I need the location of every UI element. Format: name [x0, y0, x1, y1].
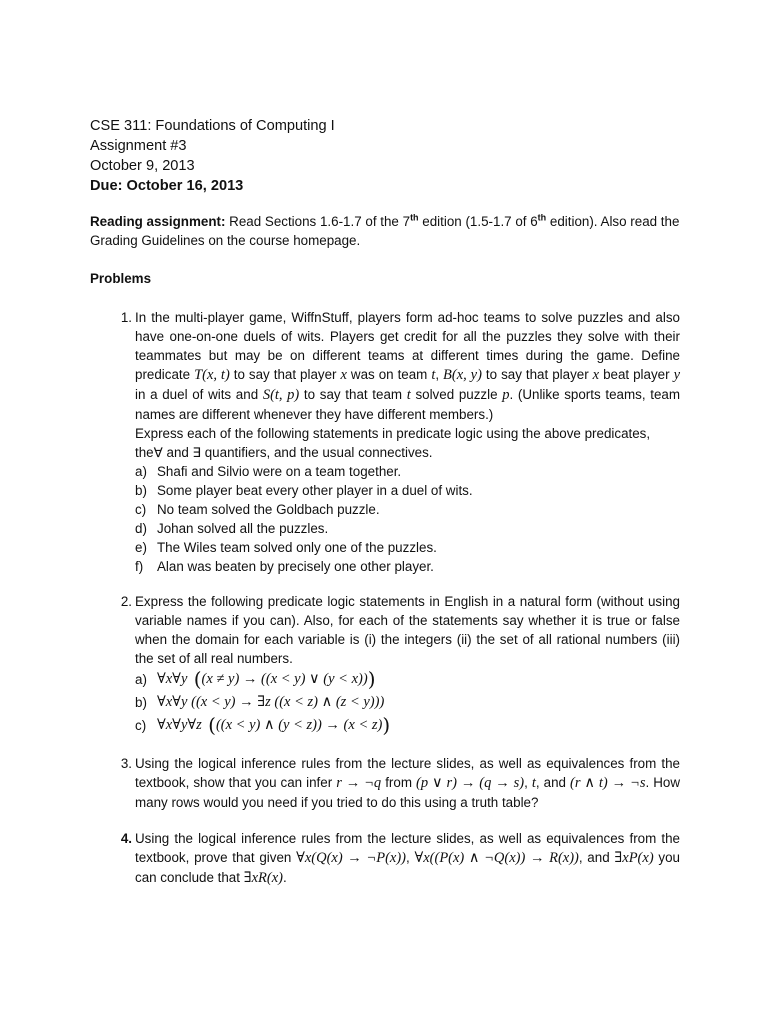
formula-b	[135, 691, 680, 714]
item-text: No team solved the Goldbach puzzle.	[157, 502, 380, 517]
reading-assignment	[90, 212, 690, 250]
item-text: Alan was beaten by precisely one other player.	[157, 559, 434, 574]
reading-text-b: edition (1.5-1.7 of 6	[418, 214, 538, 229]
p3-text: . How many rows would you need if you tried to do this using a truth table?	[135, 775, 680, 810]
big-paren-close: )	[382, 713, 391, 737]
item-label: f)	[135, 559, 144, 574]
problem-1-number: 1.	[120, 310, 132, 325]
p1-math: y	[673, 367, 680, 383]
problem-4-text	[135, 829, 680, 888]
p1-math: p	[502, 387, 510, 403]
problem-3-text	[135, 754, 680, 812]
p3-text: Using the logical inference rules from the lecture slides, as well as equivalences from the textbook, show that you can infer	[135, 756, 680, 790]
p4-text: ,	[406, 850, 415, 865]
item-text: Some player beat every other player in a duel of wits.	[157, 483, 473, 498]
p3-math: (r ∧ t) → ¬s	[569, 775, 646, 791]
assignment-date: October 9, 2013	[90, 158, 195, 174]
p4-math: ∃xR(x)	[243, 870, 283, 886]
problem-2	[110, 592, 680, 737]
formula-quantifier: ∀x∀y∀z	[157, 717, 202, 733]
formula-quantifier: ∀x∀y	[157, 671, 188, 687]
p1-math: x	[340, 367, 347, 383]
p4-text: Using the logical inference rules from the lecture slides, as well as equivalences from the textbook, prove that given	[135, 831, 680, 865]
p1-math: x	[592, 367, 600, 383]
problem-4-number: 4.	[120, 831, 132, 846]
p1-math: T(x, t)	[194, 367, 230, 383]
item-label: d)	[135, 521, 147, 536]
problem-2-number: 2.	[120, 594, 132, 609]
p1-text: beat player	[599, 367, 674, 382]
course-title: CSE 311: Foundations of Computing I	[90, 118, 335, 134]
problem-1-instruction: Express each of the following statements in predicate logic using the above predicates, the∀ and ∃ quantifiers, and the usual connectives.	[135, 426, 651, 460]
p4-math: ∃xP(x)	[614, 850, 654, 866]
problem-3	[110, 754, 680, 812]
p1-math: t	[406, 387, 411, 403]
item-text: Shafi and Silvio were on a team together.	[157, 464, 402, 479]
list-item	[135, 519, 680, 538]
p1-math: B(x, y)	[443, 367, 482, 383]
formula-label: b)	[135, 695, 147, 710]
list-item	[135, 557, 680, 576]
list-item	[135, 481, 680, 500]
p1-text: ,	[435, 367, 444, 382]
formula-body: ((x < y) ∧ (y < z)) → (x < z)	[215, 717, 383, 733]
item-label: a)	[135, 464, 147, 479]
reading-text-c: edition). Also read the Grading Guidelines on the course homepage.	[90, 214, 680, 248]
p3-math: (p ∨ r) → (q → s)	[415, 775, 525, 791]
p1-text: was on team	[346, 367, 432, 382]
big-paren-close: )	[367, 667, 376, 691]
problem-3-number: 3.	[120, 756, 132, 771]
problem-1-items	[135, 462, 680, 576]
problem-1	[110, 308, 680, 576]
p3-math: t	[531, 775, 536, 791]
list-item	[135, 538, 680, 557]
p4-text: , and	[578, 850, 615, 865]
p1-text: to say that player	[481, 367, 593, 382]
list-item	[135, 500, 680, 519]
item-label: c)	[135, 502, 147, 517]
problem-1-intro	[135, 308, 680, 424]
item-text: The Wiles team solved only one of the puzzles.	[157, 540, 437, 555]
formula-label: a)	[135, 672, 147, 687]
big-paren-open: (	[187, 667, 202, 691]
p3-text: , and	[535, 775, 570, 790]
p1-text: . (Unlike sports teams, team names are different whenever they have different members.)	[135, 387, 680, 422]
formula-body: ((x < y) → ∃z ((x < z) ∧ (z < y)))	[191, 694, 385, 710]
p1-math: t	[431, 367, 436, 383]
reading-text-a: Read Sections 1.6-1.7 of the 7	[229, 214, 411, 229]
formula-a	[135, 668, 680, 691]
list-item	[135, 462, 680, 481]
p4-text: you can conclude that	[135, 850, 680, 885]
p3-text: from	[381, 775, 416, 790]
p4-math: ∀x((P(x) ∧ ¬Q(x)) → R(x))	[414, 850, 579, 866]
reading-sup-a: th	[410, 212, 419, 223]
formula-body: (x ≠ y) → ((x < y) ∨ (y < x))	[201, 671, 368, 687]
item-text: Johan solved all the puzzles.	[157, 521, 329, 536]
reading-label: Reading assignment:	[90, 214, 226, 229]
p3-math: r → ¬q	[336, 775, 382, 791]
formula-c	[135, 714, 680, 737]
p3-text: ,	[524, 775, 532, 790]
item-label: b)	[135, 483, 147, 498]
p4-math: ∀x(Q(x) → ¬P(x))	[296, 850, 407, 866]
item-label: e)	[135, 540, 147, 555]
formula-label: c)	[135, 718, 147, 733]
p1-text: solved puzzle	[410, 387, 503, 402]
assignment-number: Assignment #3	[90, 138, 187, 154]
p1-text: to say that player	[229, 367, 341, 382]
big-paren-open: (	[201, 713, 216, 737]
document-header	[90, 116, 335, 196]
reading-sup-b: th	[537, 212, 547, 223]
problems-heading: Problems	[90, 271, 152, 286]
p1-text: in a duel of wits and	[135, 387, 263, 402]
p1-text: In the multi-player game, WiffnStuff, players form ad-hoc teams to solve puzzles and also have one-on-one duels of wits. Players get credit for all the puzzles they solve with their teammates but may be on different teams at different times during the game. Define predicate	[135, 310, 680, 382]
p1-math: S(t, p)	[262, 387, 300, 403]
p4-text: .	[282, 870, 287, 885]
problem-4	[110, 829, 680, 888]
p1-text: to say that team	[299, 387, 407, 402]
due-date: Due: October 16, 2013	[90, 178, 244, 194]
problem-2-text: Express the following predicate logic statements in English in a natural form (without using variable names if you can). Also, for each of the statements say whether it is true or false when the domain for each variable is (i) the integers (ii) the set of all rational numbers (iii) the set of all real numbers.	[135, 594, 680, 666]
formula-quantifier: ∀x∀y	[157, 694, 188, 710]
